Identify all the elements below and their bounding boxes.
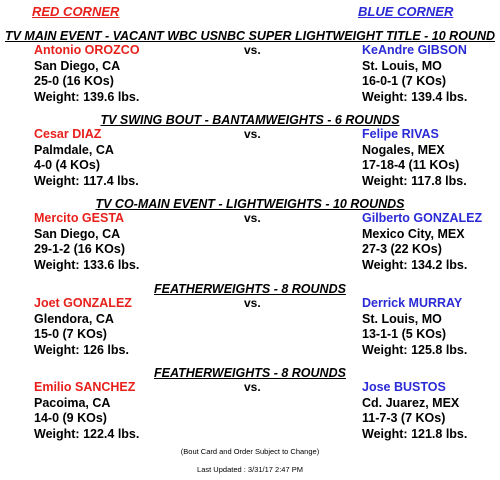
fighter-hometown: St. Louis, MO [362,311,442,326]
fighter-hometown: Nogales, MEX [362,142,445,157]
fighter-record: 13-1-1 (5 KOs) [362,327,447,341]
fighter-record: 27-3 (22 KOs) [362,242,442,256]
bout-title: FEATHERWEIGHTS - 8 ROUNDS [154,282,346,296]
corner-headers [0,4,500,24]
blue-corner-heading: BLUE CORNER [358,4,454,19]
bout-title: TV CO-MAIN EVENT - LIGHTWEIGHTS - 10 ROUNDS [95,197,405,211]
fighter-name: Felipe RIVAS [362,127,439,141]
fighter-hometown: Palmdale, CA [34,142,114,157]
blue-fighter [362,296,467,358]
fighter-weight: Weight: 134.2 lbs. [362,257,468,272]
red-fighter [34,43,140,105]
fighter-weight: Weight: 139.4 lbs. [362,89,468,104]
blue-fighter [362,127,467,189]
red-fighter [34,380,139,442]
fighter-weight: Weight: 121.8 lbs. [362,426,468,441]
fighter-weight: Weight: 125.8 lbs. [362,342,468,357]
bout-title: TV MAIN EVENT - VACANT WBC USNBC SUPER LIGHTWEIGHT TITLE - 10 ROUND [4,29,496,43]
red-fighter [34,296,132,358]
fighter-name: Joet GONZALEZ [34,296,132,310]
fighter-name: Cesar DIAZ [34,127,102,141]
fighter-record: 14-0 (9 KOs) [34,411,107,425]
vs-label: vs. [244,127,261,141]
fighter-hometown: Mexico City, MEX [362,226,465,241]
fighter-name: Gilberto GONZALEZ [362,211,483,225]
fighter-hometown: Glendora, CA [34,311,114,326]
fighter-record: 25-0 (16 KOs) [34,74,114,88]
vs-label: vs. [244,211,261,225]
fighter-record: 15-0 (7 KOs) [34,327,107,341]
fighter-hometown: San Diego, CA [34,58,121,73]
fighter-record: 4-0 (4 KOs) [34,158,100,172]
fighter-name: Jose BUSTOS [362,380,446,394]
last-updated: Last Updated : 3/31/17 2:47 PM [197,465,303,474]
bout-title: TV SWING BOUT - BANTAMWEIGHTS - 6 ROUNDS [100,113,400,127]
card-disclaimer: (Bout Card and Order Subject to Change) [180,447,320,456]
fighter-hometown: Cd. Juarez, MEX [362,395,460,410]
fighter-record: 29-1-2 (16 KOs) [34,242,126,256]
fighter-hometown: St. Louis, MO [362,58,442,73]
fighter-name: Antonio OROZCO [34,43,140,57]
fighter-record: 11-7-3 (7 KOs) [362,411,446,425]
fighter-record: 17-18-4 (11 KOs) [362,158,460,172]
fighter-weight: Weight: 126 lbs. [34,342,129,357]
fighter-hometown: San Diego, CA [34,226,121,241]
fighter-weight: Weight: 139.6 lbs. [34,89,140,104]
fighter-name: Emilio SANCHEZ [34,380,136,394]
fighter-name: KeAndre GIBSON [362,43,467,57]
fighter-weight: Weight: 133.6 lbs. [34,257,140,272]
bout-title: FEATHERWEIGHTS - 8 ROUNDS [154,366,346,380]
blue-fighter [362,43,467,105]
fighter-name: Mercito GESTA [34,211,125,225]
red-corner-heading: RED CORNER [32,4,120,19]
vs-label: vs. [244,380,261,394]
fighter-hometown: Pacoima, CA [34,395,111,410]
fighter-weight: Weight: 122.4 lbs. [34,426,140,441]
fighter-weight: Weight: 117.8 lbs. [362,173,467,188]
fighter-record: 16-0-1 (7 KOs) [362,74,447,88]
blue-fighter [362,211,482,273]
red-fighter [34,211,139,273]
fighter-weight: Weight: 117.4 lbs. [34,173,139,188]
vs-label: vs. [244,296,261,310]
red-fighter [34,127,139,189]
blue-fighter [362,380,467,442]
vs-label: vs. [244,43,261,57]
fighter-name: Derrick MURRAY [362,296,463,310]
